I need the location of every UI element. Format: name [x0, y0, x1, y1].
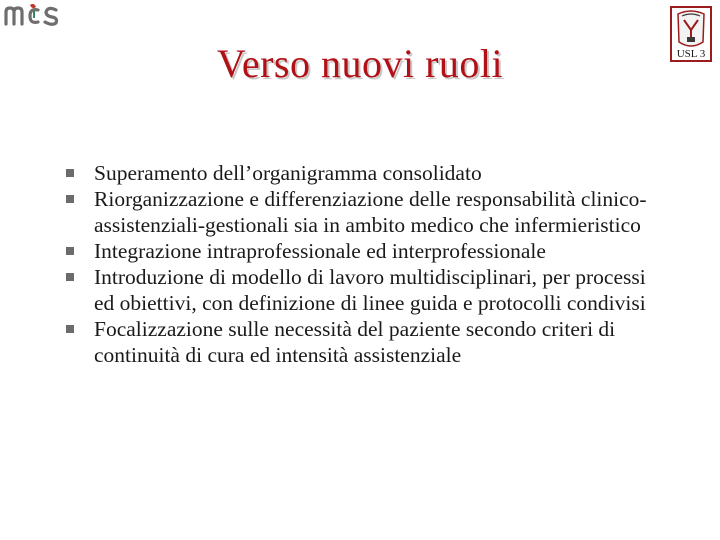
- square-bullet-icon: [66, 169, 74, 177]
- bullet-text: Integrazione intraprofessionale ed interprofessionale: [94, 239, 546, 263]
- bullet-text: Introduzione di modello di lavoro multidisciplinari, per processi ed obiettivi, con definizione di linee guida e protocolli condivisi: [94, 265, 646, 315]
- list-item: [66, 186, 666, 238]
- square-bullet-icon: [66, 247, 74, 255]
- bullet-text: Focalizzazione sulle necessità del paziente secondo criteri di continuità di cura ed intensità assistenziale: [94, 317, 616, 367]
- bullet-text: Superamento dell’organigramma consolidato: [94, 161, 482, 185]
- square-bullet-icon: [66, 273, 74, 281]
- list-item: [66, 238, 666, 264]
- list-item: [66, 160, 666, 186]
- slide-title: Verso nuovi ruoli: [216, 41, 504, 86]
- bullet-text: Riorganizzazione e differenziazione delle responsabilità clinico-assistenziali-gestionali sia in ambito medico che infermieristico: [94, 187, 647, 237]
- bullet-list: [66, 160, 666, 368]
- usl3-logo-text: USL 3: [676, 48, 706, 60]
- list-item: [66, 264, 666, 316]
- mcs-logo: [4, 2, 62, 28]
- list-item: [66, 316, 666, 368]
- square-bullet-icon: [66, 195, 74, 203]
- square-bullet-icon: [66, 325, 74, 333]
